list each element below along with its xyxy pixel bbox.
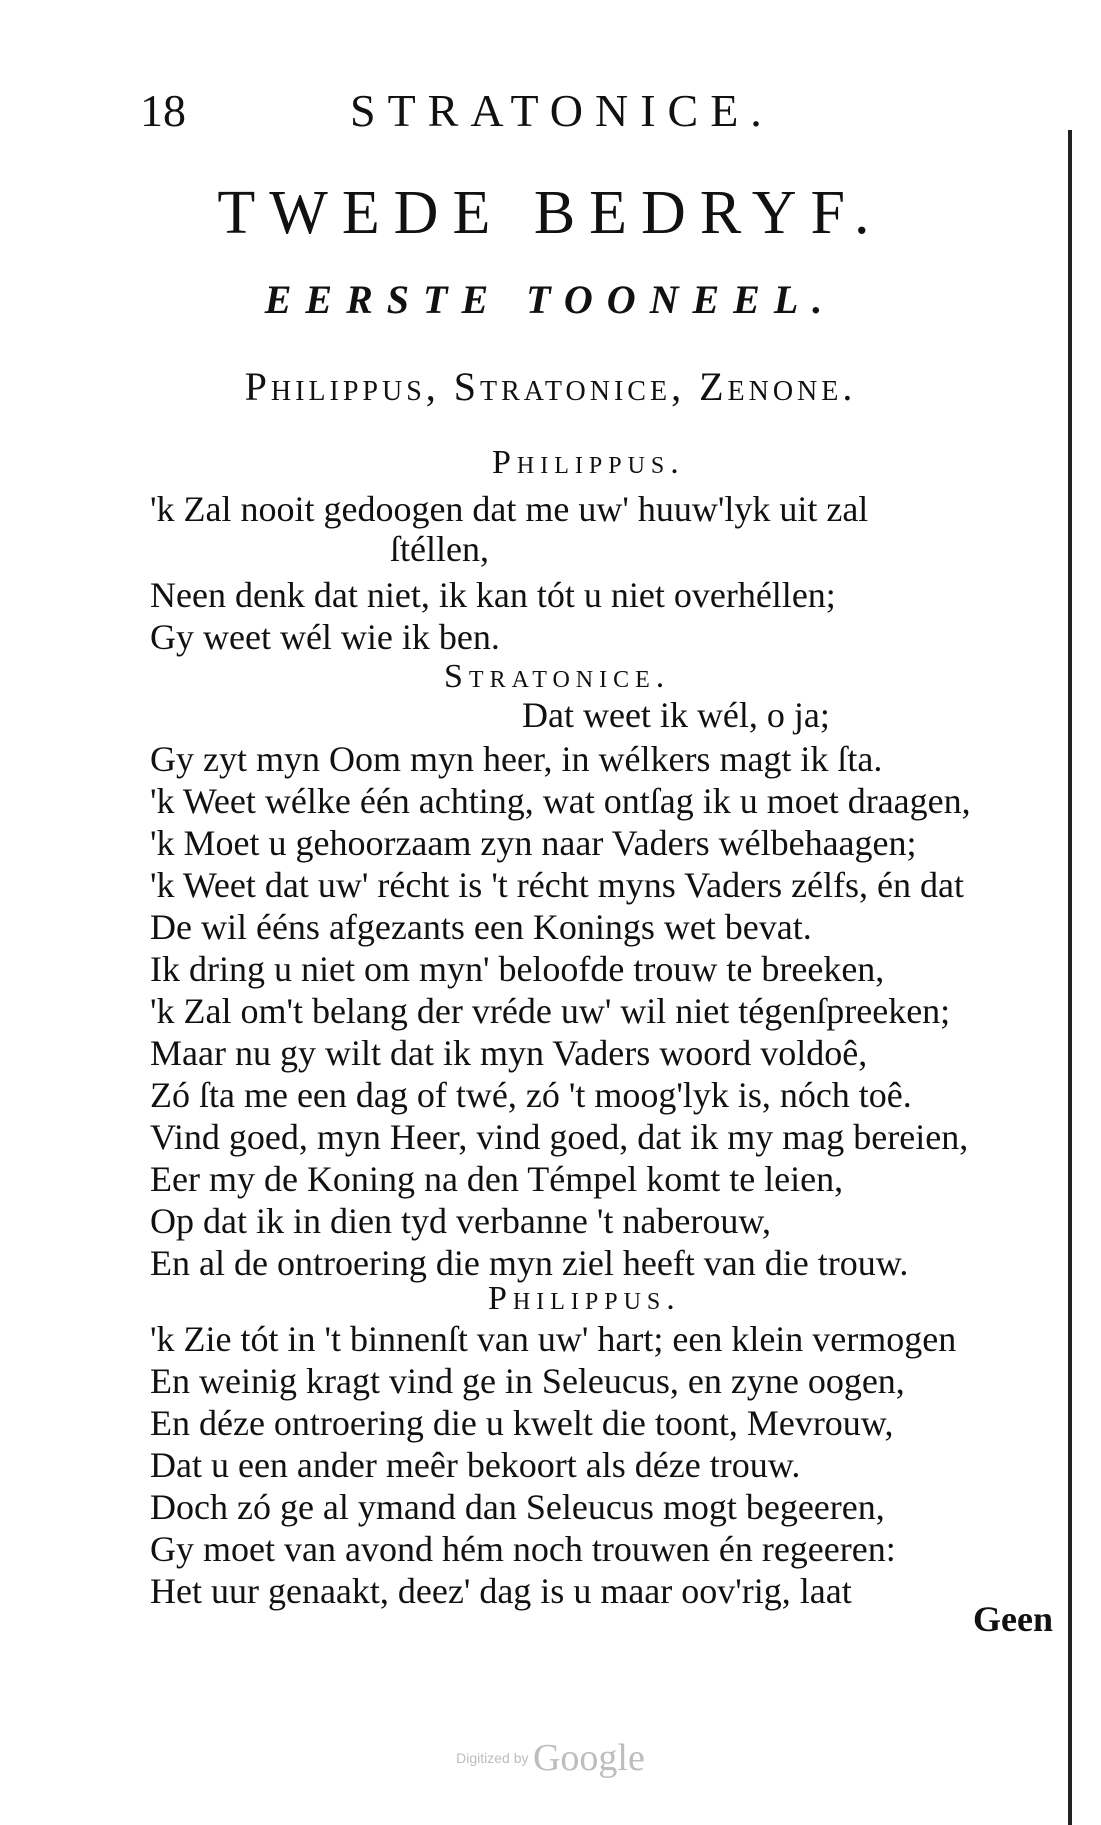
- verse-line: Het uur genaakt, deez' dag is u maar oov'rig, laat: [150, 1571, 852, 1611]
- verse-line: En déze ontroering die u kwelt die toont, Mevrouw,: [150, 1403, 894, 1443]
- speaker-name: Philippus.: [488, 1280, 681, 1317]
- verse-line: Eer my de Koning na den Témpel komt te leien,: [150, 1159, 844, 1199]
- verse-line: Neen denk dat niet, ik kan tót u niet overhéllen;: [150, 575, 836, 615]
- running-title: STRATONICE.: [350, 85, 774, 136]
- verse-line: Gy zyt myn Oom myn heer, in wélkers magt ik ſta.: [150, 739, 883, 779]
- speaker-name: Philippus.: [492, 444, 685, 481]
- verse-line: De wil ééns afgezants een Konings wet bevat.: [150, 907, 812, 947]
- verse-line: 'k Moet u gehoorzaam zyn naar Vaders wélbehaagen;: [150, 823, 917, 863]
- verse-line: Ik dring u niet om myn' beloofde trouw te breeken,: [150, 949, 885, 989]
- verse-line: Op dat ik in dien tyd verbanne 't naberouw,: [150, 1201, 771, 1241]
- verse-line: Gy moet van avond hém noch trouwen én regeeren:: [150, 1529, 896, 1569]
- page-number: 18: [140, 85, 186, 136]
- verse-line: Maar nu gy wilt dat ik myn Vaders woord voldoê,: [150, 1033, 868, 1073]
- act-title: TWEDE BEDRYF.: [217, 179, 884, 247]
- verse-line: Gy weet wél wie ik ben.: [150, 617, 500, 657]
- verse-line: 'k Zie tót in 't binnenſt van uw' hart; een klein vermogen: [150, 1319, 957, 1359]
- verse-line: Dat u een ander meêr bekoort als déze trouw.: [150, 1445, 801, 1485]
- verse-line: 'k Zal om't belang der vréde uw' wil niet tégenſpreeken;: [150, 991, 951, 1031]
- verse-line: 'k Weet wélke één achting, wat ontſag ik u moet draagen,: [150, 781, 971, 821]
- verse-line: 'k Weet dat uw' récht is 't récht myns Vaders zélfs, én dat: [150, 865, 964, 905]
- verse-line: Doch zó ge al ymand dan Seleucus mogt begeeren,: [150, 1487, 885, 1527]
- digitized-by-label: Digitized by: [456, 1750, 529, 1766]
- scene-title: EERSTE TOONEEL.: [264, 277, 837, 322]
- cast-list: Philippus, Stratonice, Zenone.: [244, 364, 857, 409]
- verse-line: 'k Zal nooit gedoogen dat me uw' huuw'lyk uit zal: [150, 489, 869, 529]
- digitization-watermark: [0, 1736, 1101, 1780]
- verse-line: Zó ſta me een dag of twé, zó 't moog'lyk is, nóch toê.: [150, 1075, 912, 1115]
- speaker-name: Stratonice.: [444, 658, 671, 695]
- verse-line: ſtéllen,: [390, 529, 489, 569]
- verse-line: En weinig kragt vind ge in Seleucus, en zyne oogen,: [150, 1361, 905, 1401]
- catchword: Geen: [973, 1599, 1053, 1639]
- verse-line: En al de ontroering die myn ziel heeft van die trouw.: [150, 1243, 909, 1283]
- verse-line: Vind goed, myn Heer, vind goed, dat ik my mag bereien,: [150, 1117, 969, 1157]
- verse-line: Dat weet ik wél, o ja;: [522, 695, 830, 735]
- google-wordmark: Google: [532, 1737, 645, 1779]
